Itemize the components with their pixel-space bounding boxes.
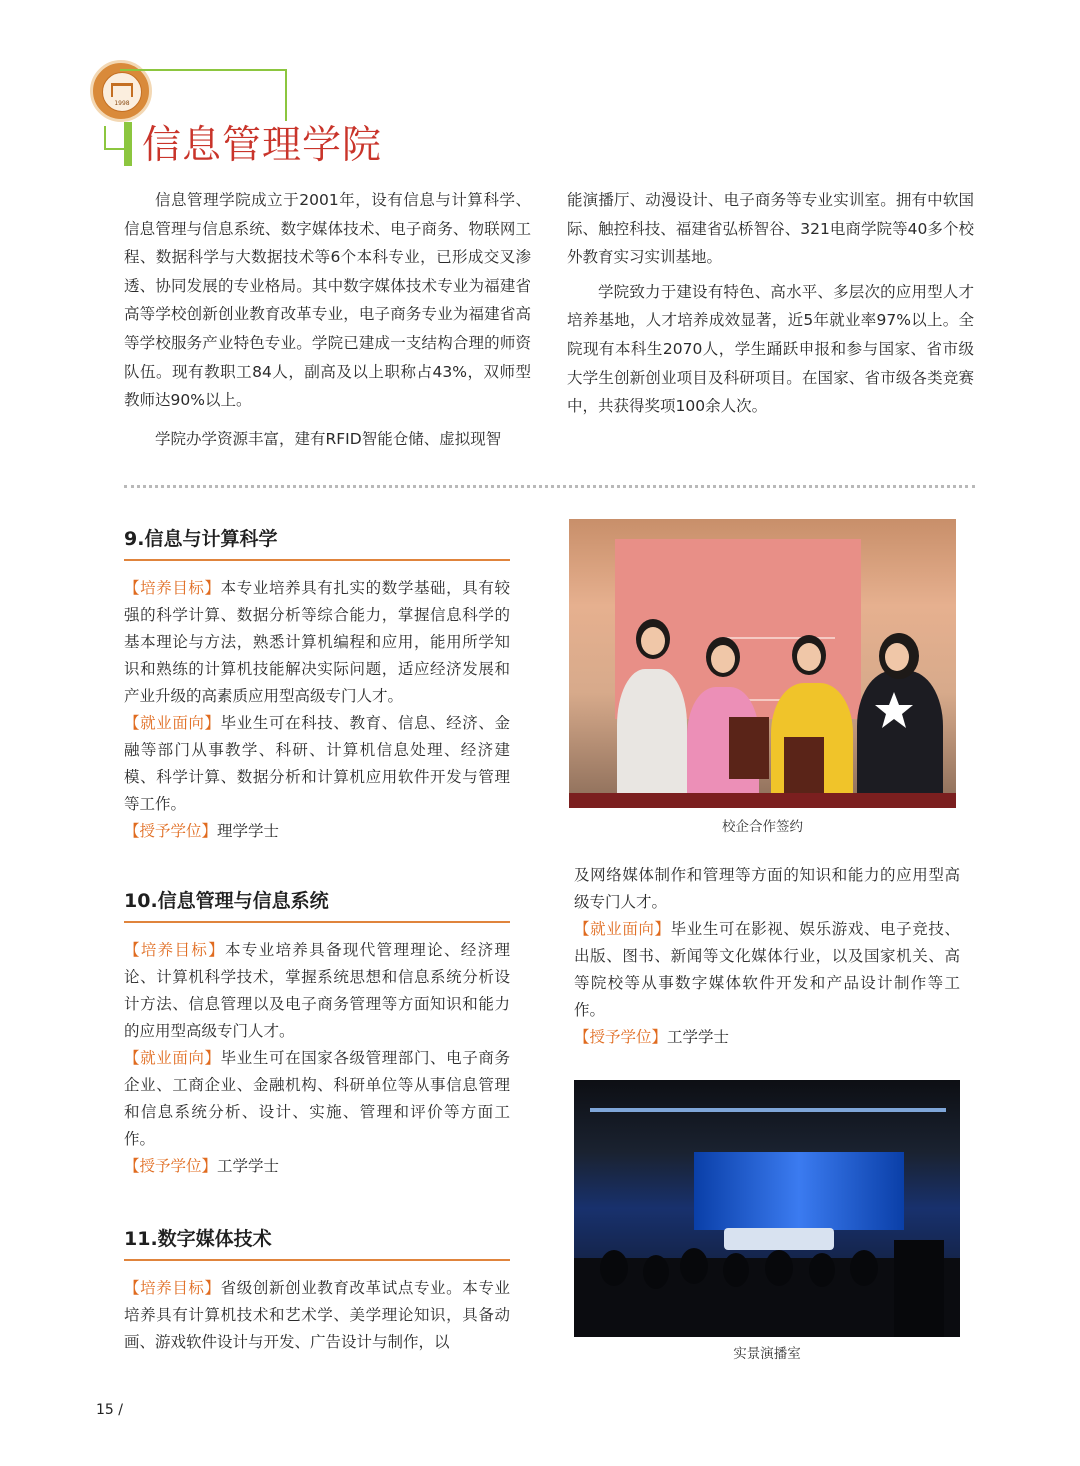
page-number: 15 / [96,1402,123,1418]
program-section-11 [124,1224,510,1356]
title-frame-corner [104,148,124,150]
title-accent-bar [124,122,132,166]
logo-year: 1998 [114,100,130,107]
job-tag: 【就业面向】 [124,714,221,732]
degree-tag: 【授予学位】 [124,822,218,840]
job-text: 毕业生可在影视、娱乐游戏、电子竞技、出版、图书、新闻等文化媒体行业，以及国家机关、高等院校等从事数字媒体软件开发和产品设计制作等工作。 [574,920,960,1019]
program-heading: 11.数字媒体技术 [124,1224,510,1261]
title-frame-top [120,69,286,71]
person-face [711,645,735,673]
program-jobs [124,710,510,818]
degree-text: 工学学士 [217,1157,280,1175]
agreement-folder [729,717,769,779]
intro-column-right [567,186,974,421]
goal-text: 省级创新创业教育改革试点专业。本专业培养具有计算机技术和艺术学、美学理论知识，具备动画、游戏软件设计与开发、广告设计与制作，以 [124,1279,510,1351]
program-heading: 9.信息与计算科学 [124,524,510,561]
program-goal [124,575,510,710]
goal-text: 本专业培养具有扎实的数学基础，具有较强的科学计算、数据分析等综合能力，掌握信息科学的基本理论与方法，熟悉计算机编程和应用，能用所学知识和熟练的计算机技能解决实际问题，适应经济发展和产业升级的高素质应用型高级专门人才。 [124,579,510,705]
photo-caption: 实景演播室 [733,1346,801,1362]
program-jobs [574,916,960,1024]
star-icon [874,691,914,729]
studio-photo [574,1080,960,1337]
program-section-9 [124,524,510,845]
program-degree [574,1024,960,1051]
job-text: 毕业生可在科技、教育、信息、经济、金融等部门从事教学、科研、计算机信息处理、经济建模、科学计算、数据分析和计算机应用软件开发与管理等工作。 [124,714,510,813]
goal-tag: 【培养目标】 [124,941,226,959]
table-banner [569,793,956,808]
goal-text: 本专业培养具备现代管理理论、经济理论、计算机科学技术，掌握系统思想和信息系统分析设计方法、信息管理以及电子商务管理等方面知识和能力的应用型高级专门人才。 [124,941,510,1040]
agreement-folder [784,737,824,799]
studio-backdrop-screen [694,1152,904,1230]
intro-column-left [124,186,531,453]
program-section-11-continued [574,862,960,1051]
program-goal [124,1275,510,1356]
intro-paragraph-2-start: 学院办学资源丰富，建有RFID智能仓储、虚拟现智 [155,429,502,448]
program-heading: 10.信息管理与信息系统 [124,886,510,923]
audience-heads-icon [574,1230,960,1337]
program-degree [124,818,510,845]
title-frame-left [104,126,106,150]
intro-paragraph-2-cont: 能演播厅、动漫设计、电子商务等专业实训室。拥有中软国际、触控科技、福建省弘桥智谷、321电商学院等40多个校外教育实习实训基地。 [567,191,974,267]
logo-seal [102,72,142,112]
degree-tag: 【授予学位】 [124,1157,218,1175]
section-divider [124,485,975,488]
studio-lighting-rig [590,1108,946,1112]
program-section-10 [124,886,510,1180]
degree-tag: 【授予学位】 [574,1028,668,1046]
program-jobs [124,1045,510,1153]
job-text: 毕业生可在国家各级管理部门、电子商务企业、工商企业、金融机构、科研单位等从事信息管理和信息系统分析、设计、实施、管理和评价等方面工作。 [124,1049,510,1148]
logo-gate-icon [111,83,133,97]
degree-text: 理学学士 [217,822,280,840]
program-degree [124,1153,510,1180]
person-figure [617,669,687,808]
page-title: 信息管理学院 [142,123,383,168]
person-face [641,627,665,655]
intro-paragraph-1: 信息管理学院成立于2001年，设有信息与计算科学、信息管理与信息系统、数字媒体技术、电子商务、物联网工程、数据科学与大数据技术等6个本科专业，已形成交叉渗透、协同发展的专业格局。其中数字媒体技术专业为福建省高等学校创新创业教育改革专业，电子商务专业为福建省高等学校服务产业特色专业。学院已建成一支结构合理的师资队伍。现有教职工84人，副高及以上职称占43%，双师型教师达90%以上。 [124,191,531,410]
person-face [797,643,821,671]
program-goal [124,937,510,1045]
signing-ceremony-photo [569,519,956,808]
program-goal-cont: 及网络媒体制作和管理等方面的知识和能力的应用型高级专门人才。 [574,866,960,911]
job-tag: 【就业面向】 [124,1049,221,1067]
goal-tag: 【培养目标】 [124,579,221,597]
goal-tag: 【培养目标】 [124,1279,221,1297]
degree-text: 工学学士 [667,1028,730,1046]
intro-paragraph-3: 学院致力于建设有特色、高水平、多层次的应用型人才培养基地，人才培养成效显著，近5年就业率97%以上。全院现有本科生2070人，学生踊跃申报和参与国家、省市级大学生创新创业项目及科研项目。在国家、省市级各类竞赛中，共获得奖项100余人次。 [567,282,974,416]
person-face [885,643,909,671]
photo-caption: 校企合作签约 [722,819,803,835]
job-tag: 【就业面向】 [574,920,671,938]
